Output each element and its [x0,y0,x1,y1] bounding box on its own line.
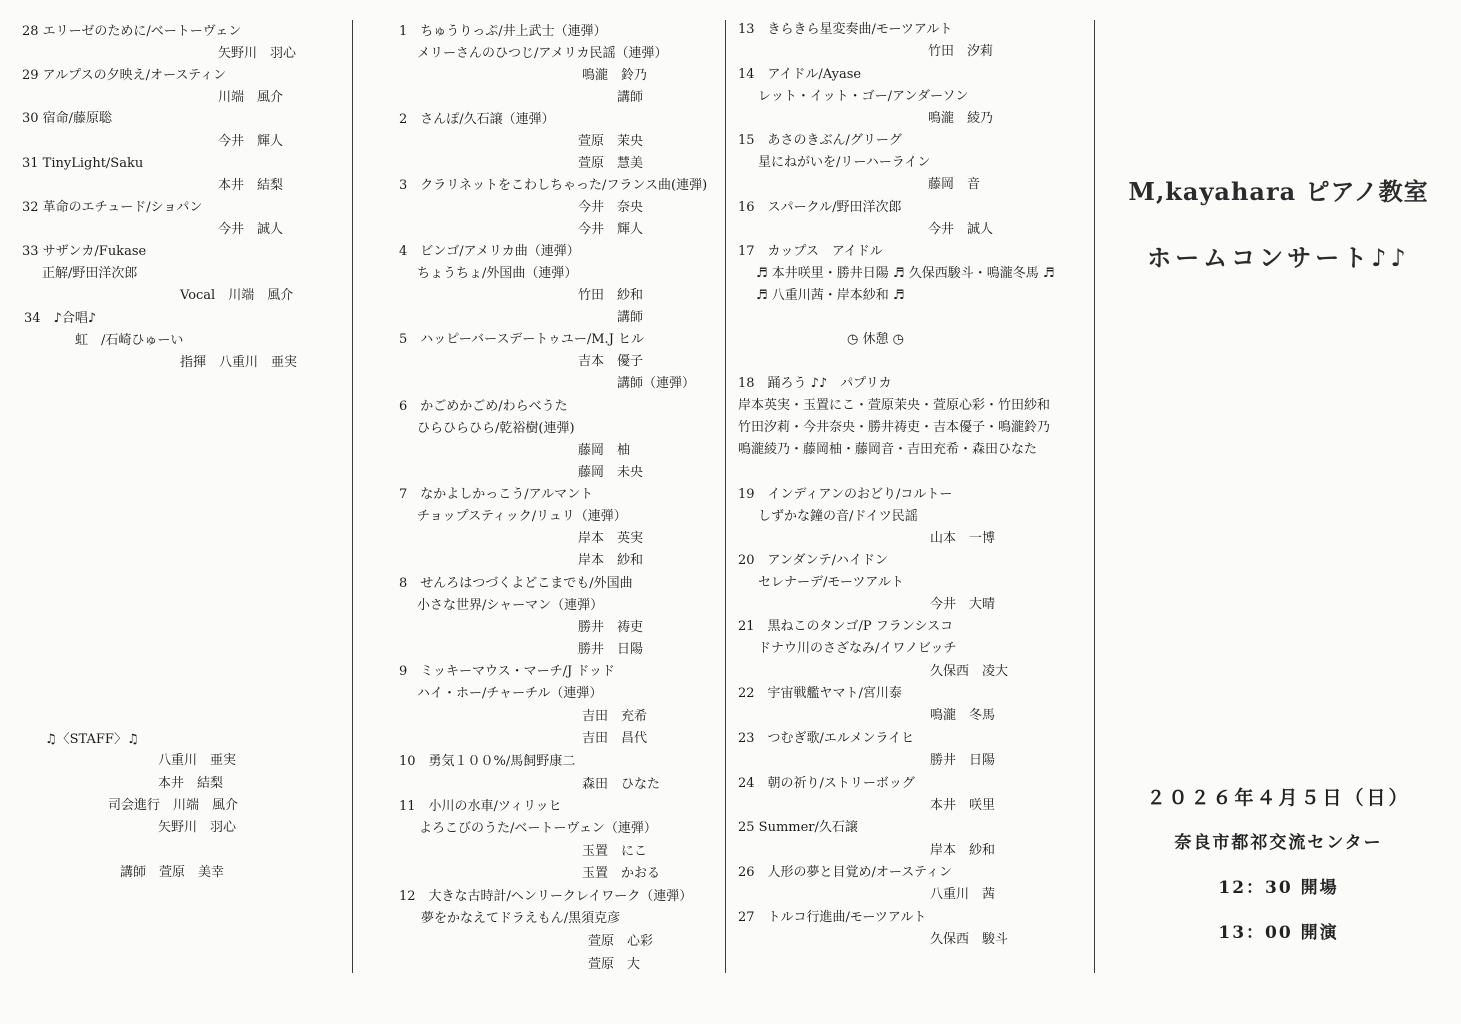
program-line: しずかな鐘の音/ドイツ民謡 [758,509,918,524]
performer-line: 今井 誠人 [928,222,994,237]
program-line: 13 きらきら星変奏曲/モーツアルト [738,22,953,37]
program-line: 17 カップス アイドル [738,244,883,259]
program-line: 5 ハッピーバースデートゥユー/M.J ヒル [399,332,645,347]
program-line: 20 アンダンテ/ハイドン [738,553,889,568]
program-line: 15 あさのきぶん/グリーグ [738,133,902,148]
performer-line: 勝井 日陽 [578,642,644,657]
program-line: 12 大きな古時計/ヘンリークレイワーク（連弾） [399,889,693,904]
performer-line: 竹田 汐莉 [928,44,994,59]
column-divider [725,20,726,973]
staff-teacher: 講師 萱原 美幸 [120,865,225,880]
group-members: 鳴瀧綾乃・藤岡柚・藤岡音・吉田充希・森田ひなた [738,442,1038,457]
column-divider [352,20,353,973]
performer-line: 久保西 駿斗 [930,932,1009,947]
start-time: 13：00 開演 [1218,923,1339,943]
performer-line: 今井 大晴 [930,597,996,612]
performer-line: 今井 輝人 [218,134,284,149]
column-divider [1094,20,1095,973]
program-line: メリーさんのひつじ/アメリカ民謡（連弾） [417,46,668,61]
performer-line: 萱原 心彩 [588,934,654,949]
program-line: 14 アイドル/Ayase [738,67,862,82]
performer-line: 萱原 慧美 [578,156,644,171]
concert-date: ２０２６年４月５日（日） [1146,787,1411,809]
performer-line: 講師 [617,310,644,325]
performer-line: 山本 一博 [930,531,996,546]
program-line: 22 宇宙戦艦ヤマト/宮川泰 [738,686,902,701]
performer-line: 講師 [617,90,644,105]
performer-line: 竹田 紗和 [578,288,644,303]
program-line: 19 インディアンのおどり/コルトー [738,487,953,502]
program-line: 9 ミッキーマウス・マーチ/J ドッド [399,664,615,679]
cover-panel [1096,0,1461,1024]
program-line: 26 人形の夢と目覚め/オースティン [738,865,952,880]
program-line: 1 ちゅうりっぷ/井上武士（連弾） [399,24,607,39]
program-line: 32 革命のエチュード/ショパン [22,200,203,215]
staff-heading: ♫〈STAFF〉♫ [45,732,139,747]
program-line: 27 トルコ行進曲/モーツアルト [738,910,927,925]
performer-line: 玉置 かおる [582,866,661,881]
intermission-label: ◷ 休憩 ◷ [847,332,904,347]
performer-line: 藤岡 未央 [578,465,644,480]
program-line: 21 黒ねこのタンゴ/P フランシスコ [738,619,954,634]
performer-line: 岸本 英実 [578,531,644,546]
performer-line: 玉置 にこ [582,844,648,859]
group-members: 竹田汐莉・今井奈央・勝井祷吏・吉本優子・鳴瀧鈴乃 [738,420,1051,435]
staff-name: 司会進行 川端 風介 [108,798,239,813]
performer-line: 講師（連弾） [617,376,696,391]
program-line: チョップスティック/リュリ（連弾） [417,509,627,524]
staff-name: 八重川 亜実 [158,753,237,768]
group-members: ♬ 本井咲里・勝井日陽 ♬ 久保西駿斗・鳴瀧冬馬 ♬ [756,266,1055,281]
program-line: ひらひらひら/乾裕樹(連弾) [417,421,575,436]
program-line: レット・イット・ゴー/アンダーソン [758,89,969,104]
program-line: 7 なかよしかっこう/アルマント [399,487,594,502]
venue: 奈良市都祁交流センター [1174,833,1383,853]
performer-line: 今井 輝人 [578,222,644,237]
program-line: 34 ♪合唱♪ [24,311,97,326]
performer-line: 吉田 昌代 [582,731,648,746]
program-line: 16 スパークル/野田洋次郎 [738,200,902,215]
program-line: 24 朝の祈り/ストリーボッグ [738,776,915,791]
performer-line: 藤岡 柚 [578,443,631,458]
program-line: ちょうちょ/外国曲（連弾） [417,266,578,281]
performer-line: 本井 結梨 [218,178,284,193]
program-line: 30 宿命/藤原聡 [22,111,113,126]
program-line: 11 小川の水車/ツィリッヒ [399,799,562,814]
performer-line: 指揮 八重川 亜実 [180,355,298,370]
program-line: 虹 /石崎ひゅーい [75,333,184,348]
performer-line: 矢野川 羽心 [218,46,297,61]
program-line: 25 Summer/久石譲 [738,820,858,835]
program-line: 正解/野田洋次郎 [42,266,138,281]
program-line: 10 勇気１００%/馬飼野康二 [399,754,576,769]
group-members: ♬ 八重川茜・岸本紗和 ♬ [756,288,905,303]
group-members: 岸本英実・玉置にこ・萱原茉央・萱原心彩・竹田紗和 [738,398,1051,413]
performer-line: 藤岡 音 [928,177,981,192]
performer-line: 鳴瀧 冬馬 [930,708,996,723]
program-line: 8 せんろはつづくよどこまでも/外国曲 [399,576,633,591]
program-line: 6 かごめかごめ/わらべうた [399,399,568,414]
staff-name: 矢野川 羽心 [158,820,237,835]
program-line: ドナウ川のさざなみ/イワノビッチ [758,641,957,656]
performer-line: 久保西 凌大 [930,664,1009,679]
program-line: 23 つむぎ歌/エルメンライヒ [738,731,915,746]
performer-line: 森田 ひなた [582,777,661,792]
program-line: 星にねがいを/リーハーライン [758,155,931,170]
performer-line: 萱原 茉央 [578,134,644,149]
performer-line: 勝井 日陽 [930,753,996,768]
program-line: セレナーデ/モーツアルト [758,575,904,590]
program-line: 33 サザンカ/Fukase [22,244,147,259]
program-line: 小さな世界/シャーマン（連弾） [417,598,604,613]
concert-title: ホームコンサート♪♪ [1147,243,1410,272]
performer-line: 鳴瀧 鈴乃 [582,68,648,83]
program-line: 2 さんぽ/久石譲（連弾） [399,112,555,127]
performer-line: 勝井 祷吏 [578,620,644,635]
staff-name: 本井 結梨 [158,776,224,791]
program-line: 夢をかなえてドラえもん/黒須克彦 [421,911,621,926]
performer-line: 八重川 茜 [930,887,996,902]
performer-line: 本井 咲里 [930,798,996,813]
program-line: 3 クラリネットをこわしちゃった/フランス曲(連弾) [399,178,708,193]
program-line: ハイ・ホー/チャーチル（連弾） [417,686,603,701]
program-line: 18 踊ろう ♪♪ パプリカ [738,376,892,391]
program-line: 28 エリーゼのために/ベートーヴェン [22,24,242,39]
performer-line: 川端 風介 [218,90,284,105]
program-line: 4 ビンゴ/アメリカ曲（連弾） [399,244,580,259]
performer-line: 鳴瀧 綾乃 [928,111,994,126]
performer-line: 萱原 大 [588,957,641,972]
program-line: 29 アルプスの夕映え/オースティン [22,68,227,83]
performer-line: 岸本 紗和 [930,843,996,858]
performer-line: Vocal 川端 風介 [180,288,294,303]
performer-line: 岸本 紗和 [578,553,644,568]
program-line: よろこびのうた/ベートーヴェン（連弾） [419,821,657,836]
performer-line: 吉本 優子 [578,354,644,369]
school-title: M,kayahara ピアノ教室 [1128,177,1429,206]
performer-line: 今井 誠人 [218,222,284,237]
performer-line: 今井 奈央 [578,200,644,215]
open-time: 12：30 開場 [1218,878,1339,898]
program-line: 31 TinyLight/Saku [22,156,144,171]
performer-line: 吉田 充希 [582,709,648,724]
